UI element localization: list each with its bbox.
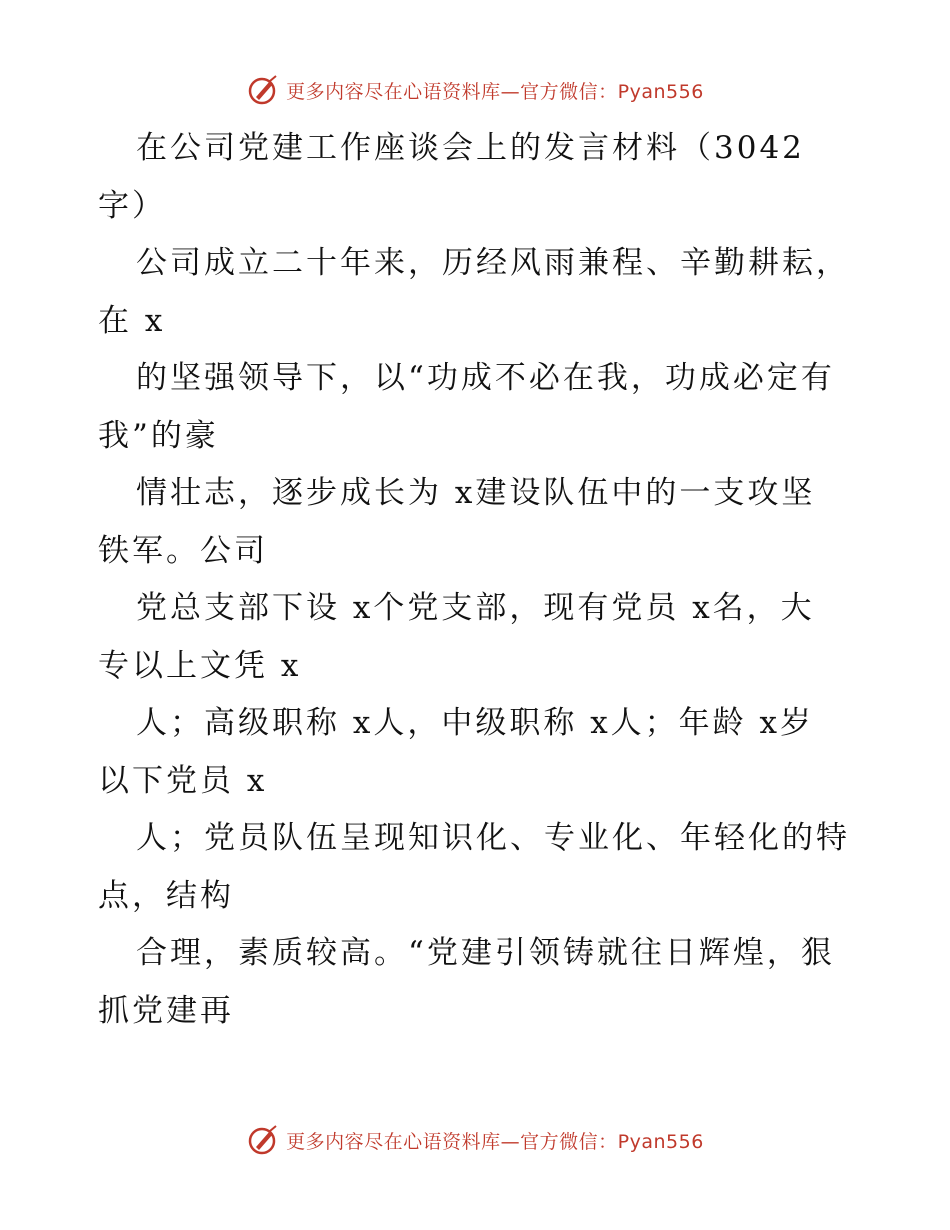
watermark-footer [0,1120,950,1160]
text-line: 我”的豪 [98,417,219,454]
watermark-text: 更多内容尽在心语资料库—官方微信：Pyan556 [286,1130,704,1153]
text-line: 专以上文凭 x [98,647,302,684]
watermark-handle: Pyan556 [617,1130,704,1153]
text-line: 抓党建再 [98,992,234,1029]
text-line: 在 x [98,302,166,339]
text-line: 点，结构 [98,877,234,914]
quill-pen-logo-icon [246,1123,280,1157]
text-line: 党总支部下设 x个党支部，现有党员 x名，大 [136,590,815,626]
text-line: 人；党员队伍呈现知识化、专业化、年轻化的特 [136,820,850,856]
watermark-handle: Pyan556 [617,80,704,103]
text-line: 铁军。公司 [98,532,268,569]
text-line: 在公司党建工作座谈会上的发言材料（3042 [136,130,805,166]
text-line: 情壮志，逐步成长为 x建设队伍中的一支攻坚 [136,475,816,511]
watermark-text: 更多内容尽在心语资料库—官方微信：Pyan556 [286,80,704,103]
text-line: 公司成立二十年来，历经风雨兼程、辛勤耕耘， [136,245,850,281]
quill-pen-logo-icon [246,73,280,107]
text-line: 人；高级职称 x人，中级职称 x人；年龄 x岁 [136,705,815,741]
text-line: 的坚强领导下，以“功成不必在我，功成必定有 [136,360,835,396]
watermark-header [0,70,950,110]
text-line: 以下党员 x [98,762,268,799]
text-line: 合理，素质较高。“党建引领铸就往日辉煌，狠 [136,935,835,971]
text-line: 字） [98,187,166,224]
document-body [98,120,858,1040]
